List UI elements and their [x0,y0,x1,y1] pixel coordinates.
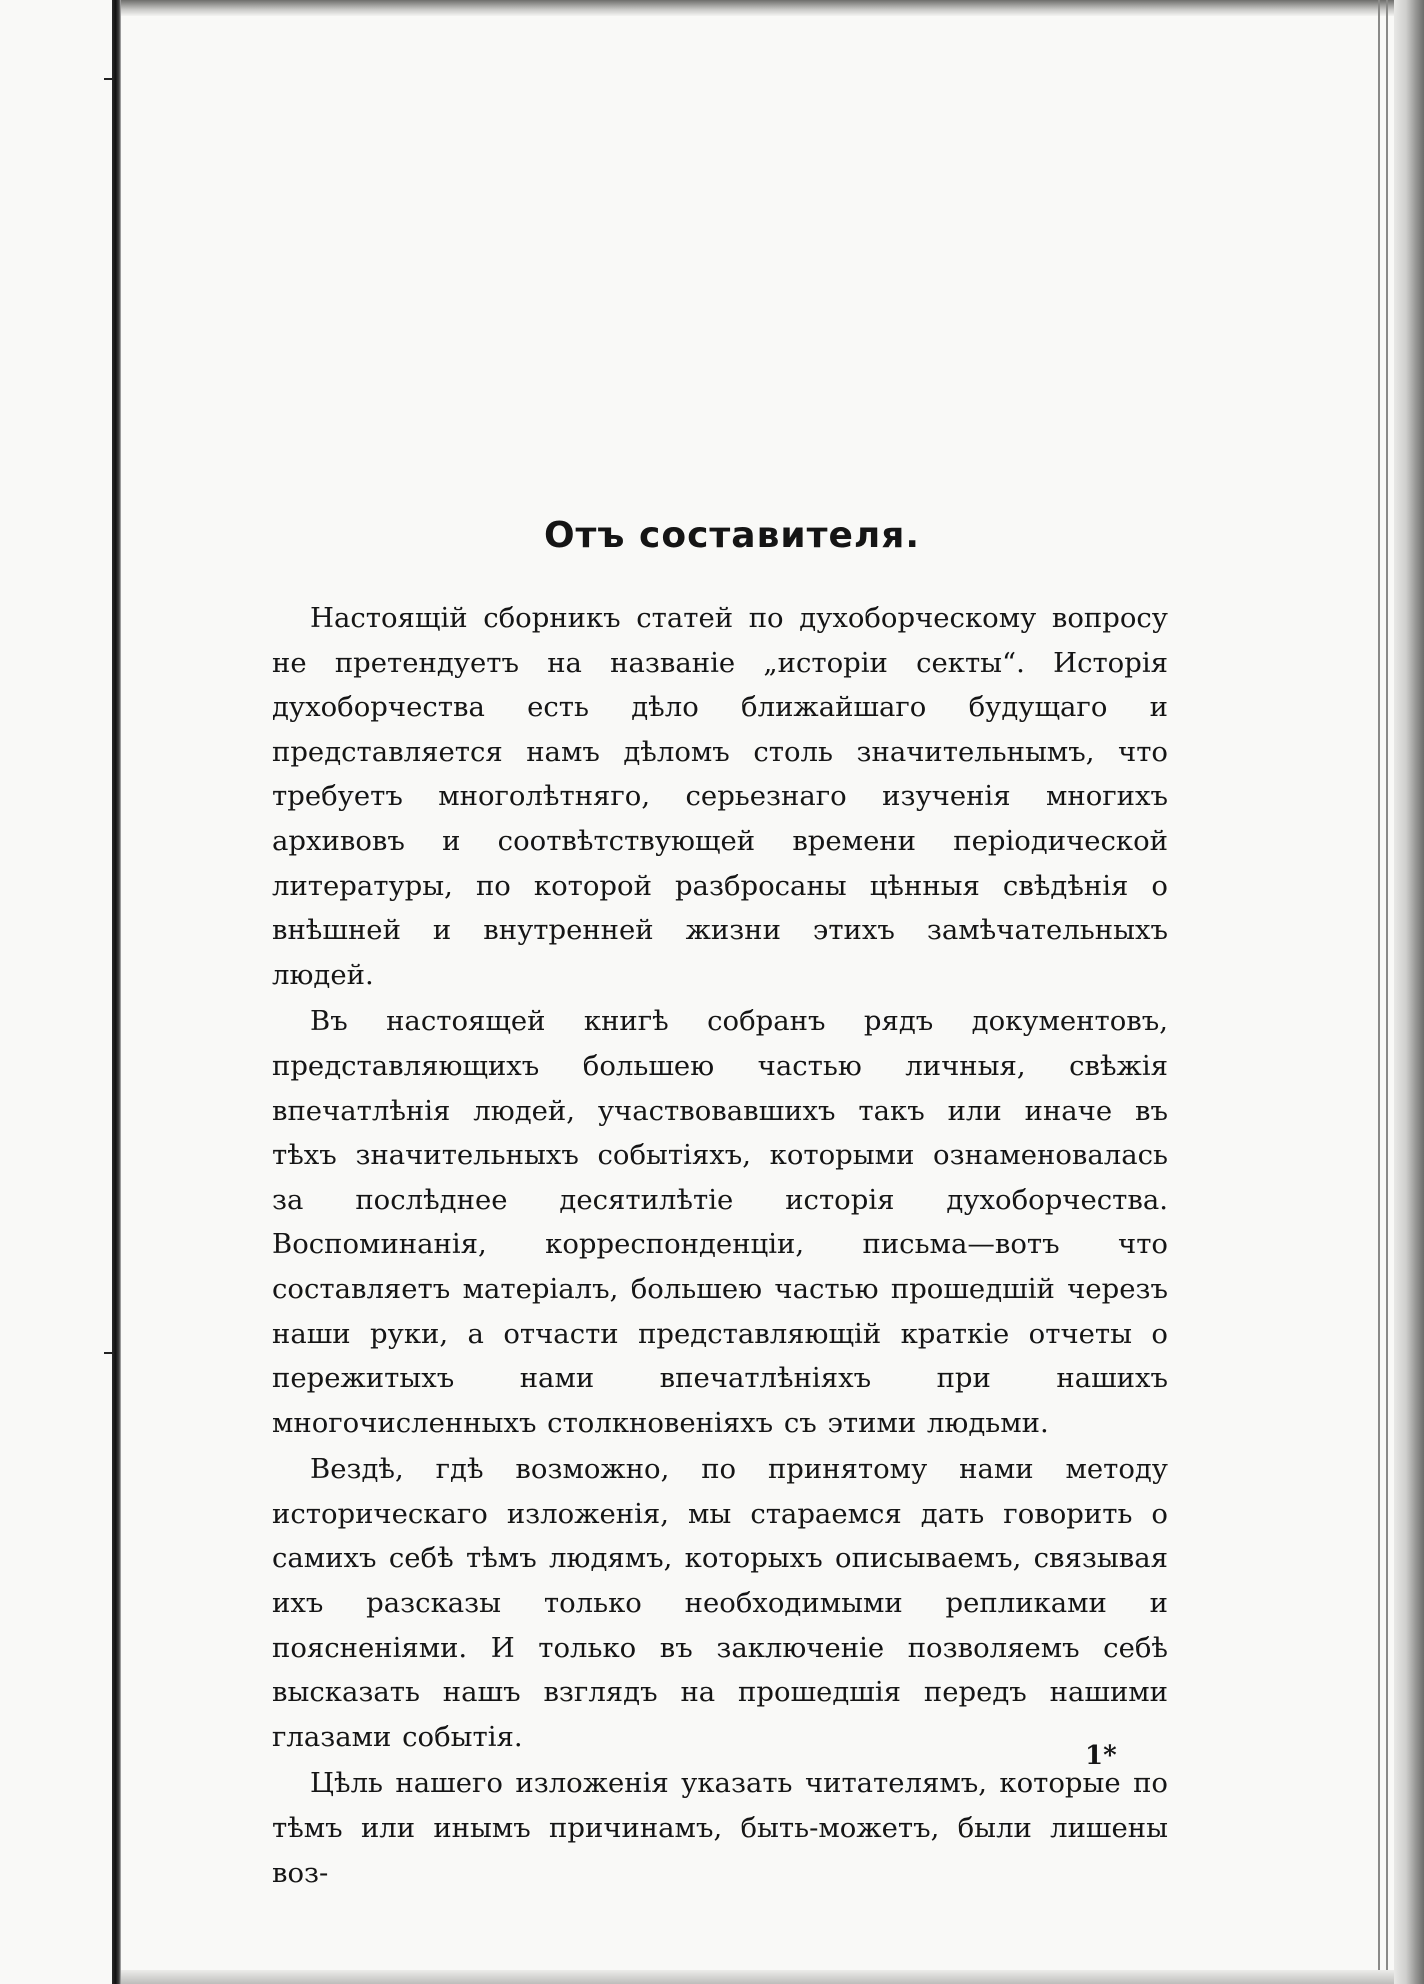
page-heading: Отъ составителя. [543,515,921,556]
binding-edge [112,0,121,1984]
page-right-edge [1394,0,1424,1984]
paragraph: Настоящій сборникъ статей по духоборческому вопросу не претендуетъ на названіе „исторіи секты“. Исторія духоборчества есть дѣло ближайшаго будущаго и представляется намъ дѣломъ столь значительнымъ, что требуетъ многолѣтняго, серьезнаго изученія многихъ архивовъ и соотвѣтствующей времени періодической литературы, по которой разбросаны цѣнныя свѣдѣнія о внѣшней и внутренней жизни этихъ замѣчательныхъ людей. [272,602,1168,991]
paragraph: Цѣль нашего изложенія указать читателямъ, которые по тѣмъ или инымъ причинамъ, быть-можетъ, были лишены воз- [272,1767,1168,1889]
page-edge-line [1378,0,1380,1984]
binding-mark [104,1352,114,1354]
page-bottom-edge [121,1970,1394,1984]
page-top-edge [121,0,1394,16]
binding-mark [104,78,114,80]
text-block [272,515,1168,1897]
page-number: 1* [1085,1741,1117,1771]
page-edge-line [1386,0,1388,1984]
paragraph: Въ настоящей книгѣ собранъ рядъ документовъ, представляющихъ большею частью личныя, свѣжія впечатлѣнія людей, участвовавшихъ такъ или иначе въ тѣхъ значительныхъ событіяхъ, которыми ознаменовалась за послѣднее десятилѣтіе исторія духоборчества. Воспоминанія, корреспонденціи, письма—вотъ что составляетъ матеріалъ, большею частью прошедшій черезъ наши руки, а отчасти представляющій краткіе отчеты о пережитыхъ нами впечатлѣніяхъ при нашихъ многочисленныхъ столкновеніяхъ съ этими людьми. [272,1005,1168,1439]
paragraph: Вездѣ, гдѣ возможно, по принятому нами методу историческаго изложенія, мы стараемся дать говорить о самихъ себѣ тѣмъ людямъ, которыхъ описываемъ, связывая ихъ разсказы только необходимыми репликами и поясненіями. И только въ заключеніе позволяемъ себѣ высказать нашъ взглядъ на прошедшія передъ нашими глазами событія. [272,1453,1168,1753]
